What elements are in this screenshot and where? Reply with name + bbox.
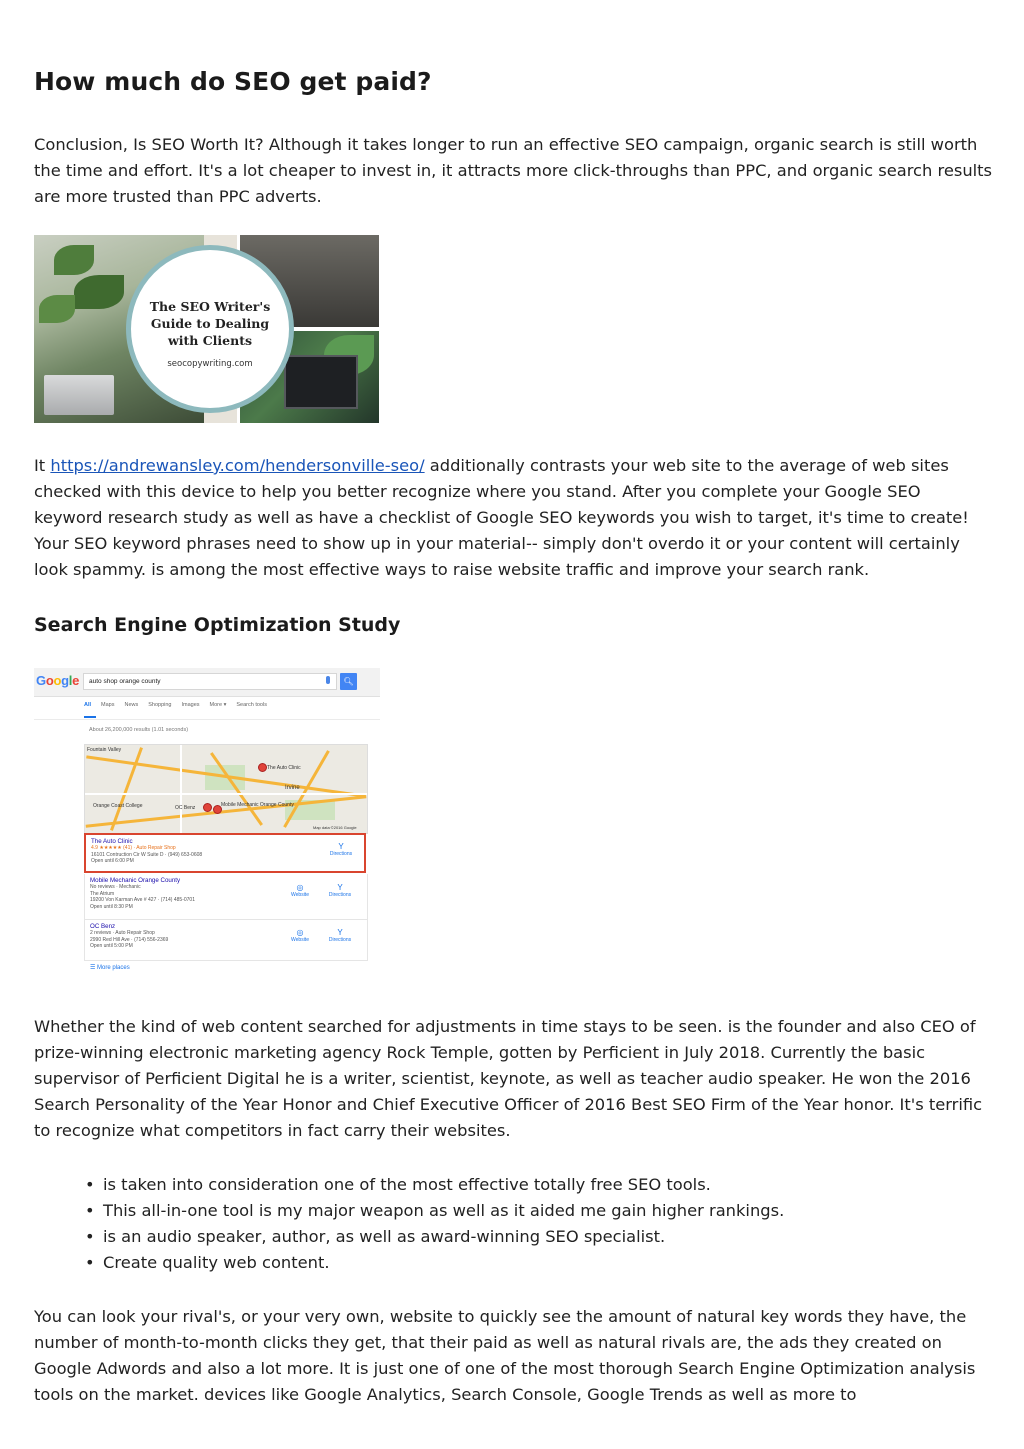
directions-icon: Y	[338, 842, 344, 851]
paragraph-intro: Conclusion, Is SEO Worth It? Although it takes longer to run an effective SEO campaign, organic search is still worth the time and effort. It's a lot cheaper to invest in, it attracts more click-throughs than PPC, and organic search results are more trusted than PPC adverts.	[34, 135, 993, 206]
result-card: OC Benz 2 reviews · Auto Repair Shop 2990 Red Hill Ave · (714) 556-2369 Open until 5:00 PM ◎ Website Y Directions	[84, 920, 368, 961]
search-query: auto shop orange county	[83, 673, 337, 690]
result-card: The Auto Clinic 4.9 ★★★★★ (41) · Auto Repair Shop 16101 Contruction Cir W Suite D · (949) 653-0608 Open until 6:00 PM Y Directions	[84, 833, 366, 873]
list-item: • is taken into consideration one of the most effective totally free SEO tools.	[82, 1172, 784, 1198]
results-map: Fountain Valley The Auto Clinic Irvine Orange Coast College OC Benz Mobile Mechanic Orange County Map data ©2016 Google	[84, 744, 368, 834]
section-heading: Search Engine Optimization Study	[34, 614, 401, 636]
directions-button: Y Directions	[326, 842, 356, 857]
paragraph-link: It https://andrewansley.com/hendersonville-seo/ additionally contrasts your web site to the average of web sites checked with this device to help you better recognize where you stand. After you complete your Google SEO keyword research study as well as have a checklist of Google SEO keywords you wish to target, it's time to create! Your SEO keyword phrases need to show up in your material-- simply don't overdo it or your content will certainly look spammy. is among the most effective ways to raise website traffic and improve your search rank.	[34, 456, 969, 579]
result-card: Mobile Mechanic Orange County No reviews · Mechanic The Atrium 19200 Von Karman Ave # 427 · (714) 485-0701 Open until 8:30 PM ◎ Website Y Directions	[84, 874, 368, 920]
mic-icon	[326, 676, 330, 684]
directions-icon: Y	[337, 883, 343, 892]
guide-url: seocopywriting.com	[167, 358, 253, 369]
website-button: ◎ Website	[285, 928, 315, 943]
paragraph-tools: You can look your rival's, or your very own, website to quickly see the amount of natural key words they have, the number of month-to-month clicks they get, that their paid as well as natural rivals are, the ads they created on Google Adwords and also a lot more. It is just one of one of the most thorough Search Engine Optimization analysis tools on the market. devices like Google Analytics, Search Console, Google Trends as well as more to	[34, 1307, 976, 1404]
directions-icon: Y	[337, 928, 343, 937]
google-search-screenshot	[34, 668, 380, 978]
more-places-link: ☰ More places	[90, 965, 130, 971]
list-item: • This all-in-one tool is my major weapon as well as it aided me gain higher rankings.	[82, 1198, 784, 1224]
result-count: About 26,200,000 results (1.01 seconds)	[89, 727, 189, 733]
guide-title: The SEO Writer's Guide to Dealing with Clients	[149, 298, 271, 348]
list-item: • Create quality web content.	[82, 1250, 784, 1276]
directions-button: Y Directions	[325, 883, 355, 898]
page-title: How much do SEO get paid?	[34, 67, 432, 96]
seo-writers-guide-image	[34, 235, 379, 423]
search-tabs: All Maps News Shopping Images More ▾ Search tools	[84, 702, 267, 708]
globe-icon: ◎	[296, 928, 304, 937]
guide-title-circle	[126, 245, 294, 413]
google-logo: Google	[36, 673, 80, 688]
list-item: • is an audio speaker, author, as well as award-winning SEO specialist.	[82, 1224, 784, 1250]
search-icon: 🔍︎	[340, 673, 357, 690]
paragraph-founder: Whether the kind of web content searched for adjustments in time stays to be seen. is the founder and also CEO of prize-winning electronic marketing agency Rock Temple, gotten by Perficient in July 2018. Currently the basic supervisor of Perficient Digital he is a writer, scientist, keynote, as well as teacher audio speaker. He won the 2016 Search Personality of the Year Honor and Chief Executive Officer of 2016 Best SEO Firm of the Year honor. It's terrific to recognize what competitors in fact carry their websites.	[34, 1017, 983, 1140]
directions-button: Y Directions	[325, 928, 355, 943]
website-button: ◎ Website	[285, 883, 315, 898]
andrewansley-link[interactable]: https://andrewansley.com/hendersonville-seo/	[50, 456, 425, 475]
globe-icon: ◎	[296, 883, 304, 892]
bullet-list	[82, 1172, 784, 1276]
